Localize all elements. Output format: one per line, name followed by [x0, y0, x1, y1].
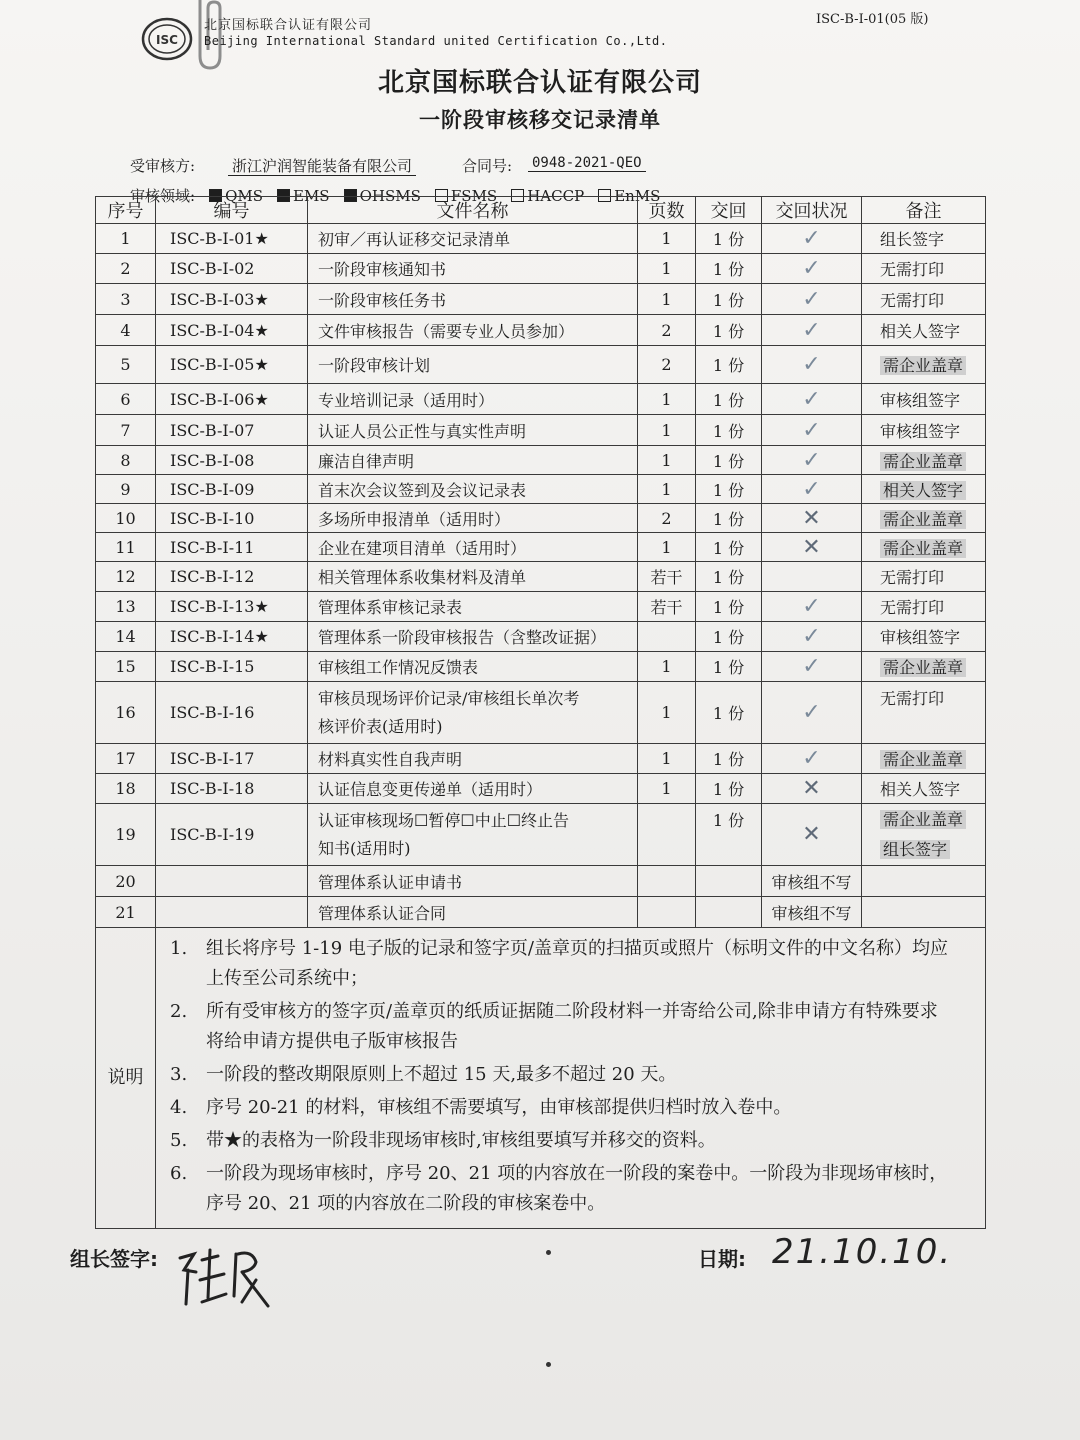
table-row: [96, 384, 986, 415]
row-name: 多场所申报清单（适用时）: [308, 504, 638, 533]
date-label: 日期:: [698, 1247, 746, 1271]
row-remark: 需企业盖章: [862, 652, 986, 682]
header-company-en: Beijing International Standard united Certification Co.,Ltd.: [204, 34, 668, 48]
table-row: [96, 592, 986, 622]
row-no: 5: [96, 346, 156, 384]
row-code: ISC-B-I-07: [156, 415, 308, 446]
row-code: ISC-B-I-11: [156, 533, 308, 562]
status-check-icon: ✓: [762, 592, 862, 622]
status-check-icon: ✓: [762, 622, 862, 652]
page-subtitle: 一阶段审核移交记录清单: [419, 107, 661, 132]
table-row: [96, 315, 986, 346]
row-returned: 1 份: [696, 682, 762, 744]
row-pages: 2: [638, 504, 696, 533]
row-returned: 1 份: [696, 475, 762, 504]
row-returned: 1 份: [696, 384, 762, 415]
row-code: [156, 866, 308, 897]
table-row: [96, 504, 986, 533]
auditee-label: 受审核方:: [130, 157, 196, 175]
status-check-icon: ✓: [762, 682, 862, 744]
table-row: [96, 562, 986, 592]
auditee-value: 浙江沪润智能装备有限公司: [228, 155, 416, 176]
row-code: ISC-B-I-19: [156, 804, 308, 866]
row-pages: 1: [638, 254, 696, 284]
status-check-icon: ✓: [762, 446, 862, 475]
row-returned: 1 份: [696, 592, 762, 622]
row-no: 16: [96, 682, 156, 744]
row-returned: 1 份: [696, 533, 762, 562]
col-header-remark: 备注: [862, 197, 986, 224]
col-header-code: 编号: [156, 197, 308, 224]
row-no: 11: [96, 533, 156, 562]
row-pages: [638, 804, 696, 866]
row-no: 14: [96, 622, 156, 652]
row-name: 首末次会议签到及会议记录表: [308, 475, 638, 504]
page-title: 北京国标联合认证有限公司: [377, 68, 702, 98]
row-name: 认证信息变更传递单（适用时）: [308, 774, 638, 804]
row-remark: [862, 866, 986, 897]
header-company-cn: 北京国标联合认证有限公司: [204, 18, 373, 33]
row-name: 企业在建项目清单（适用时）: [308, 533, 638, 562]
row-no: 3: [96, 284, 156, 315]
table-row: [96, 652, 986, 682]
ink-dot: [546, 1250, 551, 1255]
contract-value: 0948-2021-QEO: [528, 155, 646, 171]
row-name: 管理体系认证申请书: [308, 866, 638, 897]
row-returned: 1 份: [696, 315, 762, 346]
row-remark: 无需打印: [862, 592, 986, 622]
table-row: [96, 254, 986, 284]
col-header-name: 文件名称: [308, 197, 638, 224]
status-cross-icon: ✕: [762, 804, 862, 866]
row-pages: 1: [638, 682, 696, 744]
row-remark: 无需打印: [862, 562, 986, 592]
row-returned: [696, 866, 762, 897]
row-code: ISC-B-I-12: [156, 562, 308, 592]
row-name: 审核员现场评价记录/审核组长单次考 核评价表(适用时): [308, 682, 638, 744]
row-pages: 1: [638, 415, 696, 446]
row-code: ISC-B-I-13★: [156, 592, 308, 622]
table-row: [96, 774, 986, 804]
note-item: 1. 组长将序号 1-19 电子版的记录和签字页/盖章页的扫描页或照片（标明文件的中文名称）均应 上传至公司系统中；: [170, 938, 948, 989]
row-name: 认证审核现场☐暂停☐中止☐终止告 知书(适用时): [308, 804, 638, 866]
scope-item-fsms: FSMS: [435, 187, 497, 205]
table-row: [96, 622, 986, 652]
row-returned: 1 份: [696, 804, 762, 866]
row-code: ISC-B-I-06★: [156, 384, 308, 415]
table-row: [96, 897, 986, 928]
table-row: [96, 866, 986, 897]
row-returned: 1 份: [696, 446, 762, 475]
row-returned: 1 份: [696, 652, 762, 682]
notes-label: 说明: [96, 928, 156, 1229]
row-no: 6: [96, 384, 156, 415]
status-check-icon: ✓: [762, 346, 862, 384]
note-item: 4. 序号 20-21 的材料，审核组不需要填写，由审核部提供归档时放入卷中。: [170, 1097, 792, 1118]
row-pages: 1: [638, 774, 696, 804]
row-no: 13: [96, 592, 156, 622]
handwritten-signature: [172, 1240, 284, 1310]
row-returned: 1 份: [696, 562, 762, 592]
status-check-icon: ✓: [762, 315, 862, 346]
row-no: 8: [96, 446, 156, 475]
note-item: 2. 所有受审核方的签字页/盖章页的纸质证据随二阶段材料一并寄给公司,除非申请方有特殊要求 将给申请方提供电子版审核报告: [170, 1001, 938, 1052]
row-name: 一阶段审核任务书: [308, 284, 638, 315]
row-code: ISC-B-I-18: [156, 774, 308, 804]
row-no: 10: [96, 504, 156, 533]
notes-list: [156, 928, 986, 1229]
row-name: 一阶段审核通知书: [308, 254, 638, 284]
row-pages: 2: [638, 315, 696, 346]
doc-number: ISC-B-I-01(05 版): [816, 12, 929, 27]
row-code: ISC-B-I-14★: [156, 622, 308, 652]
row-remark: 需企业盖章: [862, 346, 986, 384]
status-check-icon: ✓: [762, 284, 862, 315]
row-returned: 1 份: [696, 504, 762, 533]
row-no: 1: [96, 224, 156, 254]
row-name: 文件审核报告（需要专业人员参加）: [308, 315, 638, 346]
row-code: ISC-B-I-04★: [156, 315, 308, 346]
contract-label: 合同号:: [462, 157, 513, 175]
table-row: [96, 446, 986, 475]
row-name: 一阶段审核计划: [308, 346, 638, 384]
status-check-icon: ✓: [762, 744, 862, 774]
row-pages: 1: [638, 224, 696, 254]
table-row: [96, 415, 986, 446]
row-name: 认证人员公正性与真实性声明: [308, 415, 638, 446]
row-code: ISC-B-I-16: [156, 682, 308, 744]
row-remark: 相关人签字: [862, 315, 986, 346]
row-name: 管理体系认证合同: [308, 897, 638, 928]
status-check-icon: ✓: [762, 254, 862, 284]
row-code: ISC-B-I-09: [156, 475, 308, 504]
row-no: 17: [96, 744, 156, 774]
row-returned: 1 份: [696, 744, 762, 774]
row-name: 廉洁自律声明: [308, 446, 638, 475]
status-cross-icon: ✕: [762, 533, 862, 562]
row-name: 管理体系审核记录表: [308, 592, 638, 622]
row-returned: 1 份: [696, 254, 762, 284]
table-row: [96, 682, 986, 744]
row-no: 7: [96, 415, 156, 446]
col-header-returned: 交回: [696, 197, 762, 224]
row-pages: 1: [638, 446, 696, 475]
scope-item-ems: EMS: [277, 187, 330, 205]
row-name: 初审／再认证移交记录清单: [308, 224, 638, 254]
notes-row: [96, 928, 986, 1229]
leader-sign-label: 组长签字:: [70, 1247, 158, 1271]
row-status-text: 审核组不写: [762, 897, 862, 928]
table-row: [96, 346, 986, 384]
row-pages: [638, 897, 696, 928]
scope-item-haccp: HACCP: [511, 187, 584, 205]
table-row: [96, 744, 986, 774]
row-pages: 1: [638, 744, 696, 774]
row-pages: 1: [638, 533, 696, 562]
note-item: 6. 一阶段为现场审核时，序号 20、21 项的内容放在一阶段的案卷中。一阶段为非现场审核时， 序号 20、21 项的内容放在二阶段的审核案卷中。: [170, 1163, 948, 1214]
logo-text: ISC: [156, 33, 178, 47]
table-row: [96, 475, 986, 504]
row-pages: 1: [638, 475, 696, 504]
status-check-icon: ✓: [762, 652, 862, 682]
row-remark: 需企业盖章: [862, 504, 986, 533]
row-pages: [638, 622, 696, 652]
row-returned: 1 份: [696, 284, 762, 315]
row-pages: 2: [638, 346, 696, 384]
row-remark: 需企业盖章: [862, 533, 986, 562]
row-returned: 1 份: [696, 346, 762, 384]
ink-dot: [546, 1362, 551, 1367]
status-check-icon: ✓: [762, 384, 862, 415]
row-no: 20: [96, 866, 156, 897]
row-name: 专业培训记录（适用时）: [308, 384, 638, 415]
row-no: 12: [96, 562, 156, 592]
row-returned: [696, 897, 762, 928]
scope-item-qms: QMS: [209, 187, 263, 205]
row-code: ISC-B-I-08: [156, 446, 308, 475]
scope-item-enms: EnMS: [598, 187, 660, 205]
row-pages: 若干: [638, 562, 696, 592]
isc-logo-icon: [140, 16, 194, 62]
col-header-pages: 页数: [638, 197, 696, 224]
row-pages: 若干: [638, 592, 696, 622]
row-pages: 1: [638, 652, 696, 682]
row-pages: 1: [638, 284, 696, 315]
row-code: ISC-B-I-01★: [156, 224, 308, 254]
row-name: 审核组工作情况反馈表: [308, 652, 638, 682]
status-check-icon: ✓: [762, 224, 862, 254]
row-code: ISC-B-I-17: [156, 744, 308, 774]
row-no: 2: [96, 254, 156, 284]
row-remark: 审核组签字: [862, 384, 986, 415]
row-no: 19: [96, 804, 156, 866]
row-remark: 无需打印: [862, 682, 986, 744]
row-pages: [638, 866, 696, 897]
row-remark: 需企业盖章: [862, 744, 986, 774]
row-returned: 1 份: [696, 224, 762, 254]
row-code: ISC-B-I-03★: [156, 284, 308, 315]
row-remark: 审核组签字: [862, 622, 986, 652]
col-header-no: 序号: [96, 197, 156, 224]
row-remark: 无需打印: [862, 254, 986, 284]
row-returned: 1 份: [696, 415, 762, 446]
row-remark: 审核组签字: [862, 415, 986, 446]
row-code: ISC-B-I-10: [156, 504, 308, 533]
date-value: 21.10.10.: [772, 1232, 953, 1272]
row-name: 材料真实性自我声明: [308, 744, 638, 774]
row-code: ISC-B-I-02: [156, 254, 308, 284]
row-no: 21: [96, 897, 156, 928]
row-status-text: 审核组不写: [762, 866, 862, 897]
row-pages: 1: [638, 384, 696, 415]
row-returned: 1 份: [696, 622, 762, 652]
status-cross-icon: ✕: [762, 504, 862, 533]
row-remark: 相关人签字: [862, 774, 986, 804]
row-code: ISC-B-I-05★: [156, 346, 308, 384]
table-row: [96, 224, 986, 254]
table-row: [96, 284, 986, 315]
scope-item-ohsms: OHSMS: [344, 187, 421, 205]
row-status: [762, 562, 862, 592]
row-name: 相关管理体系收集材料及清单: [308, 562, 638, 592]
table-header-row: [96, 197, 986, 224]
status-check-icon: ✓: [762, 415, 862, 446]
row-remark: 需企业盖章: [862, 446, 986, 475]
row-code: ISC-B-I-15: [156, 652, 308, 682]
note-item: 3. 一阶段的整改期限原则上不超过 15 天,最多不超过 20 天。: [170, 1064, 677, 1085]
table-row: [96, 804, 986, 866]
row-name: 管理体系一阶段审核报告（含整改证据）: [308, 622, 638, 652]
row-remark: 无需打印: [862, 284, 986, 315]
note-item: 5. 带★的表格为一阶段非现场审核时,审核组要填写并移交的资料。: [170, 1130, 716, 1151]
status-check-icon: ✓: [762, 475, 862, 504]
row-remark: 组长签字: [862, 224, 986, 254]
row-code: [156, 897, 308, 928]
row-no: 18: [96, 774, 156, 804]
row-no: 4: [96, 315, 156, 346]
status-cross-icon: ✕: [762, 774, 862, 804]
row-returned: 1 份: [696, 774, 762, 804]
handover-table: [95, 196, 986, 1229]
scope-label: 审核领域:: [130, 187, 196, 205]
col-header-status: 交回状况: [762, 197, 862, 224]
table-row: [96, 533, 986, 562]
row-remark: 相关人签字: [862, 475, 986, 504]
row-remark: [862, 897, 986, 928]
row-no: 9: [96, 475, 156, 504]
row-remark: 需企业盖章 组长签字: [862, 804, 986, 866]
row-no: 15: [96, 652, 156, 682]
